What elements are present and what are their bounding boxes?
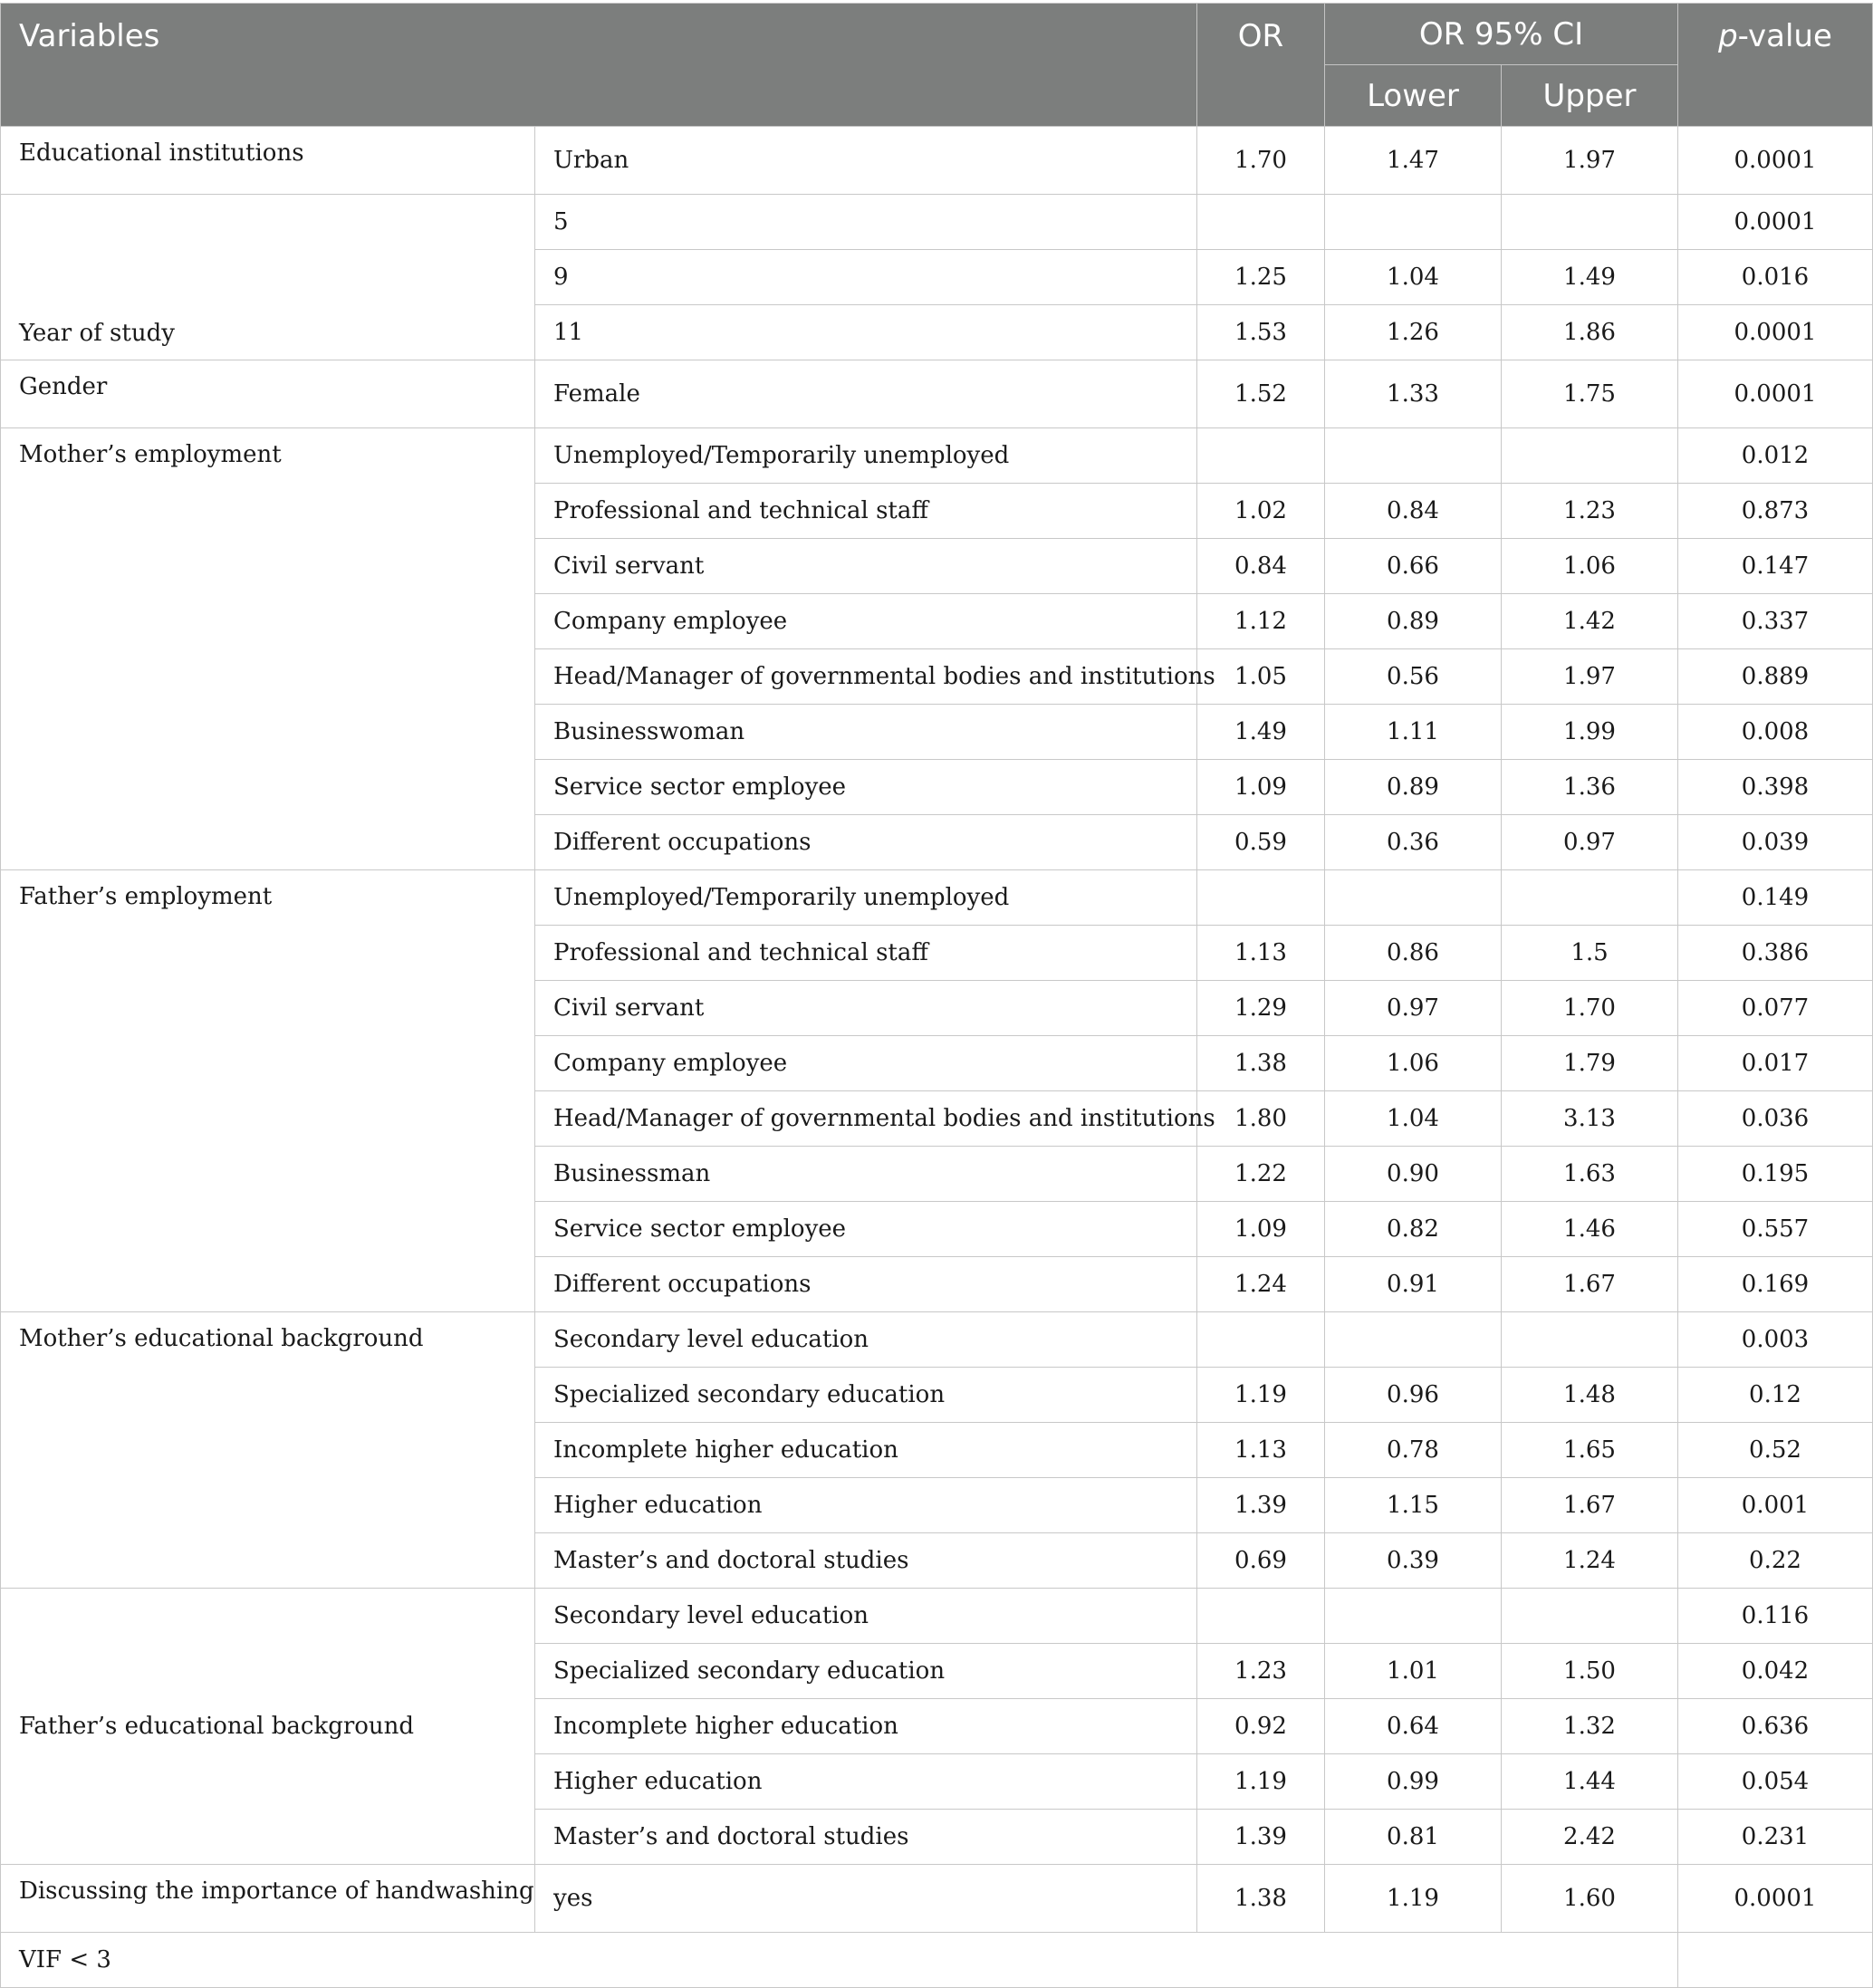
level-cell: Company employee [535,594,1197,649]
level-cell: yes [535,1865,1197,1933]
ci-lower-cell: 0.99 [1325,1754,1502,1810]
ci-lower-cell [1325,428,1502,484]
ci-upper-cell: 1.75 [1502,360,1678,428]
ci-upper-cell [1502,1589,1678,1644]
or-cell: 1.02 [1197,484,1325,539]
p-value-cell: 0.147 [1678,539,1873,594]
level-cell: Civil servant [535,981,1197,1036]
ci-lower-cell [1325,870,1502,926]
p-value-cell: 0.017 [1678,1036,1873,1091]
ci-upper-cell [1502,1312,1678,1368]
or-cell: 1.09 [1197,760,1325,815]
ci-upper-cell: 1.97 [1502,127,1678,195]
odds-ratio-table [0,3,1873,1988]
level-cell: Specialized secondary education [535,1644,1197,1699]
ci-upper-cell [1502,870,1678,926]
ci-lower-cell: 1.04 [1325,1091,1502,1147]
ci-upper-cell: 1.24 [1502,1533,1678,1589]
ci-lower-cell: 1.26 [1325,305,1502,360]
or-cell [1197,1312,1325,1368]
ci-upper-cell: 1.36 [1502,760,1678,815]
p-value-cell: 0.149 [1678,870,1873,926]
p-value-cell: 0.016 [1678,250,1873,305]
ci-upper-cell: 1.44 [1502,1754,1678,1810]
header-p-suffix: -value [1737,18,1832,54]
or-cell: 1.39 [1197,1478,1325,1533]
level-cell: Higher education [535,1754,1197,1810]
variable-name-cell: Mother’s employment [1,428,535,870]
level-cell: Incomplete higher education [535,1423,1197,1478]
table-row [1,1312,1873,1368]
ci-lower-cell [1325,1312,1502,1368]
ci-upper-cell: 1.70 [1502,981,1678,1036]
ci-upper-cell: 1.79 [1502,1036,1678,1091]
p-value-cell: 0.0001 [1678,1865,1873,1933]
ci-lower-cell: 0.36 [1325,815,1502,870]
p-value-cell: 0.008 [1678,705,1873,760]
table-row [1,195,1873,250]
level-cell: Master’s and doctoral studies [535,1810,1197,1865]
or-cell: 1.53 [1197,305,1325,360]
or-cell: 1.19 [1197,1754,1325,1810]
ci-upper-cell: 1.32 [1502,1699,1678,1754]
level-cell: Head/Manager of governmental bodies and institutions [535,649,1197,705]
p-value-cell: 0.054 [1678,1754,1873,1810]
or-cell [1197,428,1325,484]
or-cell: 0.92 [1197,1699,1325,1754]
ci-upper-cell: 1.49 [1502,250,1678,305]
ci-upper-cell: 1.50 [1502,1644,1678,1699]
p-value-cell: 0.12 [1678,1368,1873,1423]
ci-upper-cell: 3.13 [1502,1091,1678,1147]
ci-upper-cell: 1.06 [1502,539,1678,594]
variable-name-cell: Father’s educational background [1,1589,535,1865]
or-cell: 1.24 [1197,1257,1325,1312]
variable-name-cell: Mother’s educational background [1,1312,535,1589]
or-cell: 1.38 [1197,1865,1325,1933]
ci-lower-cell: 0.56 [1325,649,1502,705]
table-row [1,127,1873,195]
p-value-cell: 0.22 [1678,1533,1873,1589]
level-cell: Head/Manager of governmental bodies and institutions [535,1091,1197,1147]
level-cell: Professional and technical staff [535,926,1197,981]
footnote-empty-cell [1678,1933,1873,1988]
ci-lower-cell: 0.78 [1325,1423,1502,1478]
p-value-cell: 0.557 [1678,1202,1873,1257]
header-or-ci: OR 95% CI [1325,4,1678,65]
ci-lower-cell: 0.89 [1325,760,1502,815]
or-cell [1197,195,1325,250]
level-cell: Higher education [535,1478,1197,1533]
level-cell: Service sector employee [535,760,1197,815]
variable-name-cell: Gender [1,360,535,428]
variable-name-cell: Discussing the importance of handwashing [1,1865,535,1933]
p-value-cell: 0.0001 [1678,305,1873,360]
ci-upper-cell: 1.67 [1502,1478,1678,1533]
ci-lower-cell: 1.06 [1325,1036,1502,1091]
or-cell: 1.39 [1197,1810,1325,1865]
or-cell: 0.84 [1197,539,1325,594]
ci-upper-cell: 1.86 [1502,305,1678,360]
level-cell: Female [535,360,1197,428]
level-cell: Service sector employee [535,1202,1197,1257]
p-value-cell: 0.636 [1678,1699,1873,1754]
p-value-cell: 0.873 [1678,484,1873,539]
ci-upper-cell: 0.97 [1502,815,1678,870]
footnote-row [1,1933,1873,1988]
ci-upper-cell: 1.46 [1502,1202,1678,1257]
level-cell: Urban [535,127,1197,195]
or-cell: 1.49 [1197,705,1325,760]
header-p-italic: p [1718,18,1738,54]
or-cell: 1.52 [1197,360,1325,428]
p-value-cell: 0.398 [1678,760,1873,815]
p-value-cell: 0.337 [1678,594,1873,649]
ci-lower-cell: 1.15 [1325,1478,1502,1533]
level-cell: Secondary level education [535,1312,1197,1368]
p-value-cell: 0.116 [1678,1589,1873,1644]
ci-lower-cell: 1.11 [1325,705,1502,760]
or-cell: 1.13 [1197,1423,1325,1478]
table-body [1,127,1873,1988]
level-cell: 9 [535,250,1197,305]
level-cell: Specialized secondary education [535,1368,1197,1423]
p-value-cell: 0.003 [1678,1312,1873,1368]
header-p-value [1678,4,1873,127]
or-cell: 1.13 [1197,926,1325,981]
table-row [1,428,1873,484]
p-value-cell: 0.042 [1678,1644,1873,1699]
header-variables: Variables [1,4,1197,127]
ci-upper-cell: 1.65 [1502,1423,1678,1478]
ci-upper-cell [1502,195,1678,250]
or-cell: 1.05 [1197,649,1325,705]
ci-upper-cell: 1.60 [1502,1865,1678,1933]
level-cell: Secondary level education [535,1589,1197,1644]
ci-lower-cell: 1.33 [1325,360,1502,428]
p-value-cell: 0.169 [1678,1257,1873,1312]
level-cell: Company employee [535,1036,1197,1091]
level-cell: 5 [535,195,1197,250]
level-cell: Different occupations [535,1257,1197,1312]
level-cell: Master’s and doctoral studies [535,1533,1197,1589]
ci-lower-cell: 1.01 [1325,1644,1502,1699]
table-row [1,1865,1873,1933]
ci-lower-cell: 1.19 [1325,1865,1502,1933]
ci-upper-cell: 1.99 [1502,705,1678,760]
ci-upper-cell: 1.42 [1502,594,1678,649]
or-cell: 1.29 [1197,981,1325,1036]
or-cell: 1.19 [1197,1368,1325,1423]
p-value-cell: 0.0001 [1678,360,1873,428]
header-or: OR [1197,4,1325,127]
or-cell: 0.69 [1197,1533,1325,1589]
ci-lower-cell: 0.91 [1325,1257,1502,1312]
footnote-vif: VIF < 3 [1,1933,1678,1988]
ci-lower-cell: 0.86 [1325,926,1502,981]
or-cell: 1.23 [1197,1644,1325,1699]
p-value-cell: 0.077 [1678,981,1873,1036]
p-value-cell: 0.386 [1678,926,1873,981]
level-cell: Different occupations [535,815,1197,870]
ci-lower-cell [1325,1589,1502,1644]
table-row [1,1589,1873,1644]
variable-name-cell: Father’s employment [1,870,535,1312]
ci-lower-cell: 0.90 [1325,1147,1502,1202]
p-value-cell: 0.001 [1678,1478,1873,1533]
ci-lower-cell: 0.89 [1325,594,1502,649]
ci-upper-cell: 1.5 [1502,926,1678,981]
p-value-cell: 0.036 [1678,1091,1873,1147]
level-cell: Civil servant [535,539,1197,594]
ci-upper-cell: 1.97 [1502,649,1678,705]
p-value-cell: 0.039 [1678,815,1873,870]
ci-upper-cell: 1.67 [1502,1257,1678,1312]
table-row [1,360,1873,428]
or-cell: 1.80 [1197,1091,1325,1147]
p-value-cell: 0.52 [1678,1423,1873,1478]
p-value-cell: 0.012 [1678,428,1873,484]
level-cell: Businessman [535,1147,1197,1202]
ci-lower-cell [1325,195,1502,250]
ci-lower-cell: 0.82 [1325,1202,1502,1257]
level-cell: Unemployed/Temporarily unemployed [535,870,1197,926]
p-value-cell: 0.0001 [1678,195,1873,250]
ci-upper-cell: 1.63 [1502,1147,1678,1202]
table-row [1,870,1873,926]
ci-lower-cell: 1.47 [1325,127,1502,195]
or-cell: 1.22 [1197,1147,1325,1202]
ci-upper-cell: 1.23 [1502,484,1678,539]
ci-upper-cell: 2.42 [1502,1810,1678,1865]
ci-upper-cell: 1.48 [1502,1368,1678,1423]
variable-name-cell: Year of study [1,195,535,360]
ci-lower-cell: 0.96 [1325,1368,1502,1423]
p-value-cell: 0.889 [1678,649,1873,705]
header-ci-lower: Lower [1325,65,1502,127]
ci-lower-cell: 0.64 [1325,1699,1502,1754]
ci-lower-cell: 1.04 [1325,250,1502,305]
level-cell: Incomplete higher education [535,1699,1197,1754]
p-value-cell: 0.195 [1678,1147,1873,1202]
or-cell: 1.12 [1197,594,1325,649]
ci-lower-cell: 0.97 [1325,981,1502,1036]
level-cell: Professional and technical staff [535,484,1197,539]
table-header [1,4,1873,127]
or-cell: 1.70 [1197,127,1325,195]
header-ci-upper: Upper [1502,65,1678,127]
or-cell [1197,1589,1325,1644]
p-value-cell: 0.0001 [1678,127,1873,195]
ci-upper-cell [1502,428,1678,484]
or-cell: 1.09 [1197,1202,1325,1257]
ci-lower-cell: 0.39 [1325,1533,1502,1589]
or-cell [1197,870,1325,926]
or-cell: 1.38 [1197,1036,1325,1091]
ci-lower-cell: 0.81 [1325,1810,1502,1865]
variable-name-cell: Educational institutions [1,127,535,195]
ci-lower-cell: 0.84 [1325,484,1502,539]
or-cell: 0.59 [1197,815,1325,870]
level-cell: Unemployed/Temporarily unemployed [535,428,1197,484]
level-cell: Businesswoman [535,705,1197,760]
level-cell: 11 [535,305,1197,360]
p-value-cell: 0.231 [1678,1810,1873,1865]
ci-lower-cell: 0.66 [1325,539,1502,594]
or-cell: 1.25 [1197,250,1325,305]
